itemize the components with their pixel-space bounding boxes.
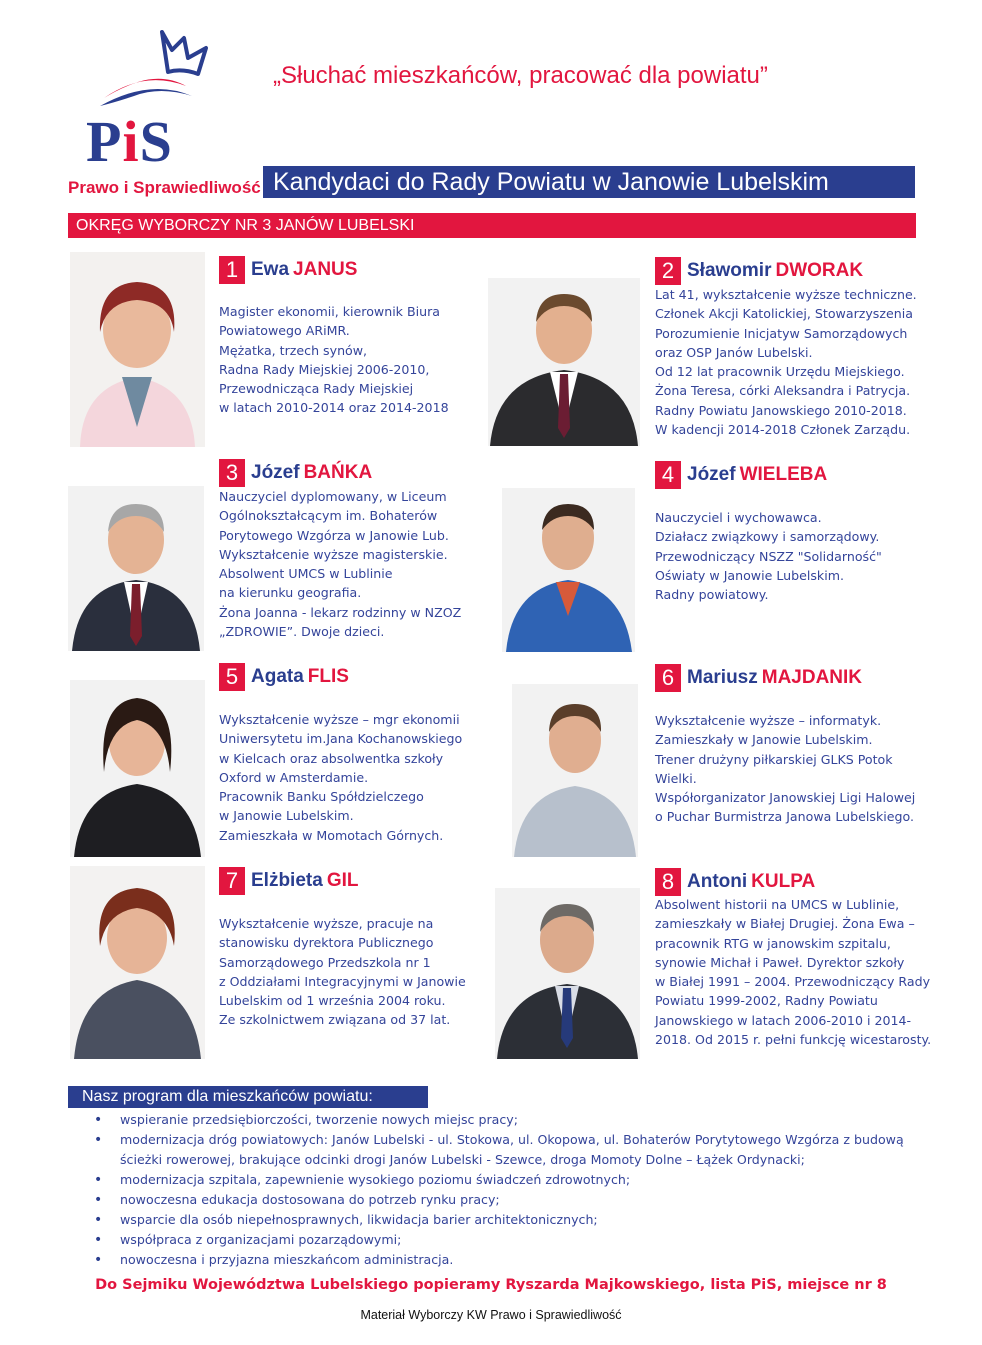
candidate-heading <box>655 868 815 896</box>
bio-line: Janowskiego w latach 2006-2010 i 2014- <box>655 1012 912 1028</box>
bio-line: Przewodniczący NSZZ "Solidarność" <box>655 548 882 564</box>
bio-line: Powiatowego ARiMR. <box>219 323 350 339</box>
bio-line: synowie Michał i Paweł. Dyrektor szkoły <box>655 954 905 970</box>
slogan: „Słuchać mieszkańców, pracować dla powiatu” <box>273 62 768 89</box>
list-item: • wsparcie dla osób niepełnosprawnych, likwidacja barier architektonicznych; <box>92 1210 942 1230</box>
bio-line: Radny powiatowy. <box>655 587 769 603</box>
footer-note: Materiał Wyborczy KW Prawo i Sprawiedliwość <box>360 1308 622 1322</box>
bio-line: Wykształcenie wyższe, pracuje na <box>219 916 434 931</box>
candidate-heading <box>655 257 863 285</box>
bio-line: o Puchar Burmistrza Janowa Lubelskiego. <box>655 809 914 825</box>
candidate-photo <box>70 680 205 857</box>
candidate-first-name: Józef <box>687 464 736 485</box>
candidate-last-name: FLIS <box>307 666 349 687</box>
bio-line: oraz OSP Janów Lubelski. <box>655 344 813 360</box>
candidate-photo <box>488 278 640 446</box>
list-item: • nowoczesna edukacja dostosowana do potrzeb rynku pracy; <box>92 1190 942 1210</box>
bio-line: Nauczyciel dyplomowany, w Liceum <box>219 489 447 504</box>
candidate-heading <box>219 867 358 895</box>
bio-line: Lubelskim od 1 września 2004 roku. <box>219 993 446 1009</box>
candidate-photo <box>70 252 205 447</box>
bio-line: Porytowego Wzgórza w Janowie Lub. <box>219 527 449 543</box>
bio-line: Radna Rady Miejskiej 2006-2010, <box>219 361 430 377</box>
bio-line: Mężatka, trzech synów, <box>219 342 368 358</box>
candidate-bio <box>219 710 462 845</box>
bio-line: Wielki. <box>655 770 697 786</box>
candidate-heading <box>219 256 357 284</box>
bio-line: Oxford w Amsterdamie. <box>219 769 369 785</box>
candidate-heading <box>655 664 862 692</box>
candidate-last-name: WIELEBA <box>739 464 828 485</box>
bio-line: Od 12 lat pracownik Urzędu Miejskiego. <box>655 364 905 380</box>
bio-line: Ogólnokształcącym im. Bohaterów <box>219 508 438 524</box>
candidate-first-name: Mariusz <box>687 667 758 688</box>
candidate-last-name: JANUS <box>293 259 358 280</box>
bio-line: Oświaty w Janowie Lubelskim. <box>655 567 844 583</box>
candidate-bio <box>219 487 461 641</box>
candidate-photo <box>512 684 638 857</box>
bio-line: Wykształcenie wyższe – informatyk. <box>655 713 882 728</box>
bio-line: Magister ekonomii, kierownik Biura <box>219 304 440 319</box>
bio-line: Przewodnicząca Rady Miejskiej <box>219 381 414 397</box>
candidate-number: 3 <box>219 459 245 487</box>
candidate-number: 5 <box>219 663 245 691</box>
candidate-photo <box>70 866 205 1059</box>
candidate-bio <box>655 711 915 827</box>
bio-line: Pracownik Banku Spółdzielczego <box>219 789 424 805</box>
bio-line: Lat 41, wykształcenie wyższe techniczne. <box>655 287 917 302</box>
page-title: Kandydaci do Rady Powiatu w Janowie Lubelskim <box>263 166 915 198</box>
candidate-bio <box>219 302 449 418</box>
bio-line: Absolwent historii na UMCS w Lublinie, <box>655 897 900 912</box>
bio-line: Samorządowego Przedszkola nr 1 <box>219 954 431 970</box>
candidate-last-name: GIL <box>326 870 359 891</box>
candidate-number: 6 <box>655 664 681 692</box>
bio-line: Powiatu 1999-2002, Radny Powiatu <box>655 993 878 1009</box>
program-heading: Nasz program dla mieszkańców powiatu: <box>68 1086 428 1108</box>
candidate-photo <box>68 486 204 651</box>
candidate-number: 1 <box>219 256 245 284</box>
list-item: • współpraca z organizacjami pozarządowymi; <box>92 1230 942 1250</box>
candidate-heading <box>655 461 827 489</box>
candidate-first-name: Ewa <box>251 259 290 280</box>
bio-line: Trener drużyny piłkarskiej GLKS Potok <box>655 751 893 767</box>
candidate-last-name: MAJDANIK <box>761 667 863 688</box>
bio-line: Zamieszkały w Janowie Lubelskim. <box>655 732 873 748</box>
candidate-heading <box>219 459 372 487</box>
candidate-photo <box>502 488 635 652</box>
list-item: • modernizacja dróg powiatowych: Janów Lubelski - ul. Stokowa, ul. Okopowa, ul. Bohaterów Porytytowego Wzgórza z budową ścieżki rowerowej, brakujące odcinki drogi Janów Lubelski - Szewce, droga Momoty Dolne – Łążek Ordynacki; <box>92 1130 942 1170</box>
bio-line: Żona Joanna - lekarz rodzinny w NZOZ <box>219 604 462 620</box>
list-item: • modernizacja szpitala, zapewnienie wysokiego poziomu świadczeń zdrowotnych; <box>92 1170 942 1190</box>
bio-line: Nauczyciel i wychowawca. <box>655 510 822 525</box>
candidate-number: 4 <box>655 461 681 489</box>
bio-line: w Janowie Lubelskim. <box>219 808 354 824</box>
district-banner: OKRĘG WYBORCZY NR 3 JANÓW LUBELSKI <box>68 213 916 238</box>
bio-line: stanowisku dyrektora Publicznego <box>219 935 434 951</box>
bio-line: Działacz związkowy i samorządowy. <box>655 529 880 545</box>
list-item: • wspieranie przedsiębiorczości, tworzenie nowych miejsc pracy; <box>92 1110 942 1130</box>
bio-line: Współorganizator Janowskiej Ligi Halowej <box>655 790 916 806</box>
bio-line: Absolwent UMCS w Lublinie <box>219 566 393 582</box>
bio-line: 2018. Od 2015 r. pełni funkcję wicestarosty. <box>655 1032 932 1048</box>
bio-line: W kadencji 2014-2018 Członek Zarządu. <box>655 422 911 438</box>
party-logo-text: PiS <box>86 109 173 174</box>
bio-line: w latach 2010-2014 oraz 2014-2018 <box>219 400 449 416</box>
candidate-last-name: KULPA <box>751 871 816 892</box>
candidate-number: 7 <box>219 867 245 895</box>
program-list <box>92 1110 942 1270</box>
bio-line: „ZDROWIE”. Dwoje dzieci. <box>219 624 385 640</box>
bio-line: z Oddziałami Integracyjnymi w Janowie <box>219 973 466 989</box>
bio-line: zamieszkały w Białej Drugiej. Żona Ewa – <box>655 916 915 932</box>
candidate-number: 8 <box>655 868 681 896</box>
bio-line: Zamieszkała w Momotach Górnych. <box>219 827 444 843</box>
bio-line: Porozumienie Inicjatyw Samorządowych <box>655 325 908 341</box>
candidate-last-name: DWORAK <box>775 260 864 281</box>
bio-line: pracownik RTG w janowskim szpitalu, <box>655 935 891 951</box>
candidate-first-name: Agata <box>251 666 304 687</box>
candidate-heading <box>219 663 349 691</box>
bio-line: Członek Akcji Katolickiej, Stowarzyszenia <box>655 306 913 322</box>
candidate-bio <box>219 914 466 1030</box>
party-name: Prawo i Sprawiedliwość <box>68 178 261 197</box>
bio-line: Żona Teresa, córki Aleksandra i Patrycja. <box>655 383 911 399</box>
candidate-first-name: Józef <box>251 462 300 483</box>
candidate-number: 2 <box>655 257 681 285</box>
candidate-first-name: Antoni <box>687 871 748 892</box>
party-logo <box>64 30 261 200</box>
bio-line: Ze szkolnictwem związana od 37 lat. <box>219 1012 451 1028</box>
bio-line: Uniwersytetu im.Jana Kochanowskiego <box>219 731 463 747</box>
bio-line: w Białej 1991 – 2004. Przewodniczący Rady <box>655 974 931 990</box>
bio-line: na kierunku geografia. <box>219 585 362 601</box>
candidate-first-name: Elżbieta <box>251 870 323 891</box>
bio-line: Wykształcenie wyższe – mgr ekonomii <box>219 712 460 727</box>
bio-line: Wykształcenie wyższe magisterskie. <box>219 546 448 562</box>
candidate-first-name: Sławomir <box>687 260 772 281</box>
list-item: • nowoczesna i przyjazna mieszkańcom administracja. <box>92 1250 942 1270</box>
candidate-bio <box>655 285 917 439</box>
bio-line: w Kielcach oraz absolwentka szkoły <box>219 750 444 766</box>
candidate-last-name: BAŃKA <box>303 462 373 483</box>
candidate-photo <box>495 888 640 1059</box>
bio-line: Radny Powiatu Janowskiego 2010-2018. <box>655 402 907 418</box>
candidate-bio <box>655 508 882 604</box>
support-statement: Do Sejmiku Województwa Lubelskiego popieramy Ryszarda Majkowskiego, lista PiS, miejsce nr 8 <box>95 1277 887 1293</box>
candidate-bio <box>655 895 931 1049</box>
